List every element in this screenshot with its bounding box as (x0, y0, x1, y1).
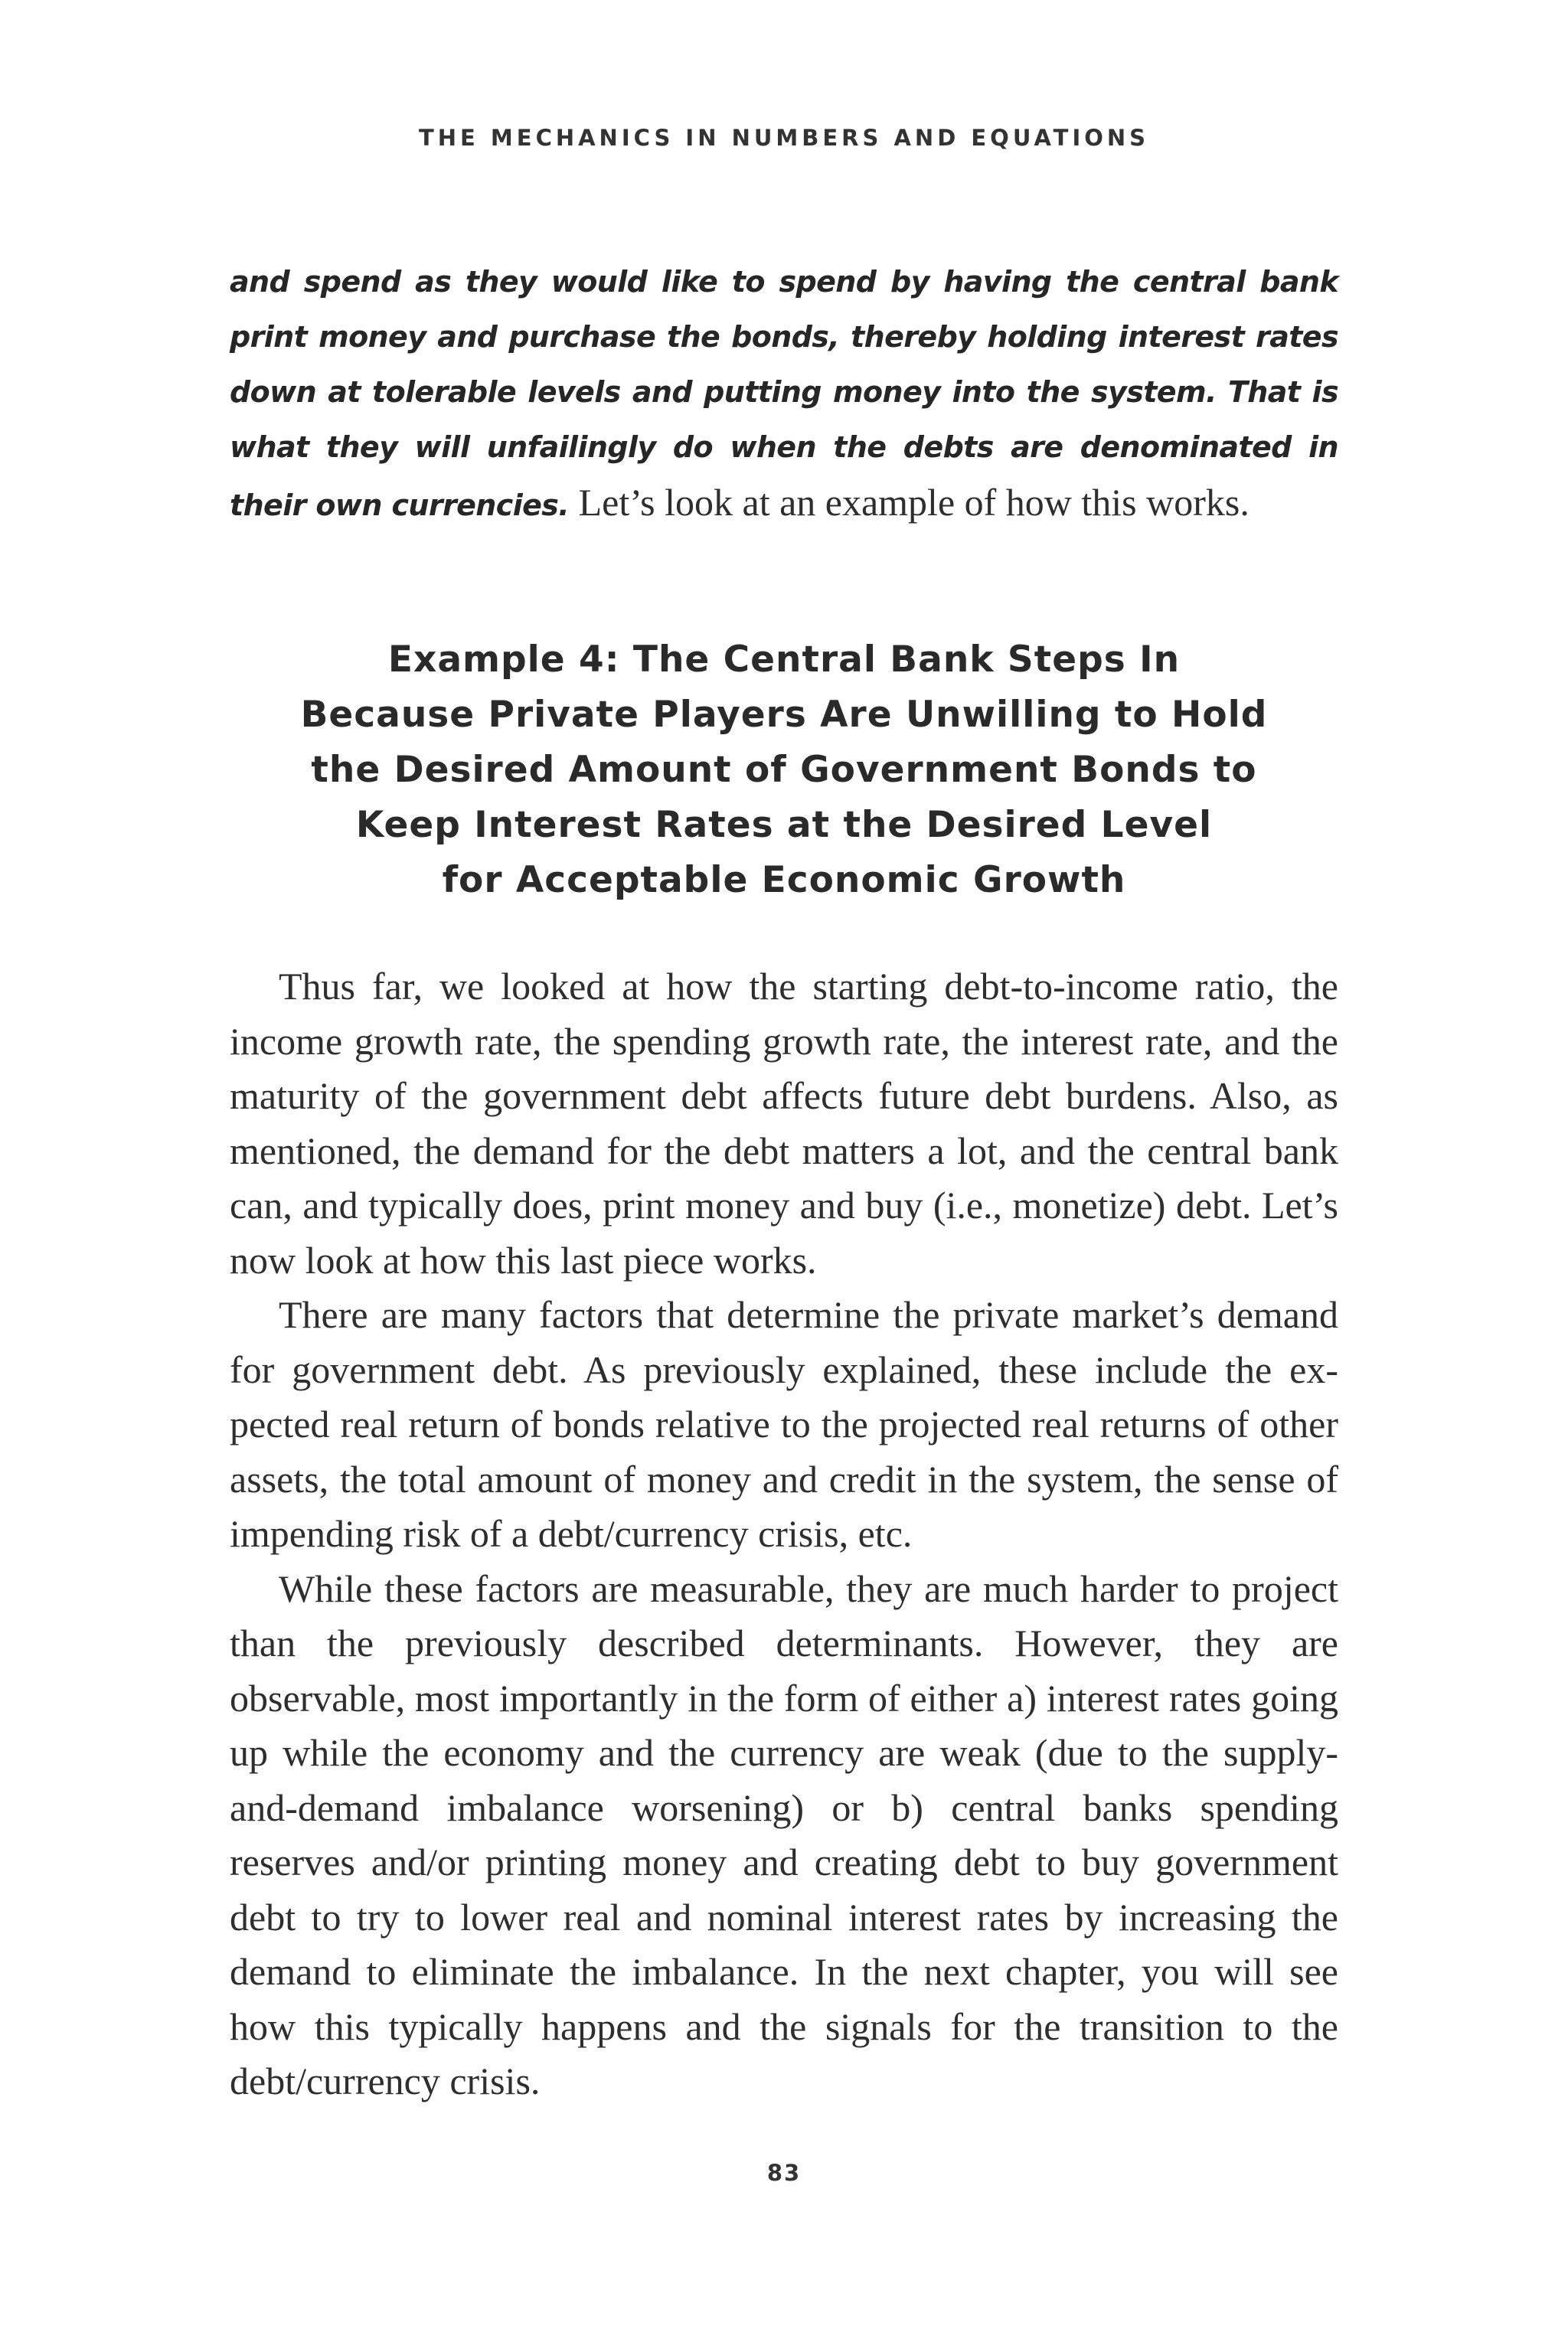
intro-emphasis-text: and spend as they would like to spend by having the central bank print money and purchase the bonds, thereby holding interest rates down at tolerable levels and putting money into the system. That is what they will unfailingly do when the debts are denominated in their own currencies. (230, 265, 1338, 522)
example-heading-line: for Acceptable Economic Growth (442, 859, 1126, 901)
example-heading-line: Keep Interest Rates at the Desired Level (355, 804, 1213, 846)
example-heading-line: Example 4: The Central Bank Steps In (387, 639, 1181, 681)
body-paragraph: While these factors are measurable, they are much harder to project than the previously described determinants. However, they are observable, most importantly in the form of either a) interest rates going up while the economy and the currency are weak (due to the supply-and-demand imbalance worsening) or b) central banks spending reserves and/or printing money and creating debt to buy government debt to try to lower real and nominal interest rates by increasing the demand to eliminate the imbalance. In the next chapter, you will see how this typically happens and the signals for the transition to the debt/currency crisis. (230, 1566, 1338, 2102)
body-text (230, 959, 1338, 2109)
body-paragraph: There are many factors that determine the private market’s demand for government debt. As previously explained, these include the expected real return of bonds relative to the projected real returns of other assets, the total amount of money and credit in the system, the sense of impending risk of a debt/currency crisis, etc. (230, 1293, 1338, 1555)
intro-continuation-text: Let’s look at an example of how this works. (569, 481, 1250, 524)
example-heading (230, 632, 1338, 908)
page-number: 83 (766, 2160, 802, 2186)
intro-paragraph (230, 254, 1338, 533)
example-heading-line: Because Private Players Are Unwilling to Hold (300, 694, 1268, 736)
example-heading-line: the Desired Amount of Government Bonds to (311, 749, 1257, 791)
body-paragraph: Thus far, we looked at how the starting debt-to-income ratio, the income growth rate, the spending growth rate, the interest rate, and the maturity of the government debt affects future debt burdens. Also, as mentioned, the demand for the debt matters a lot, and the central bank can, and typically does, print money and buy (i.e., monetize) debt. Let’s now look at how this last piece works. (230, 965, 1338, 1282)
running-header: THE MECHANICS IN NUMBERS AND EQUATIONS (418, 125, 1150, 151)
